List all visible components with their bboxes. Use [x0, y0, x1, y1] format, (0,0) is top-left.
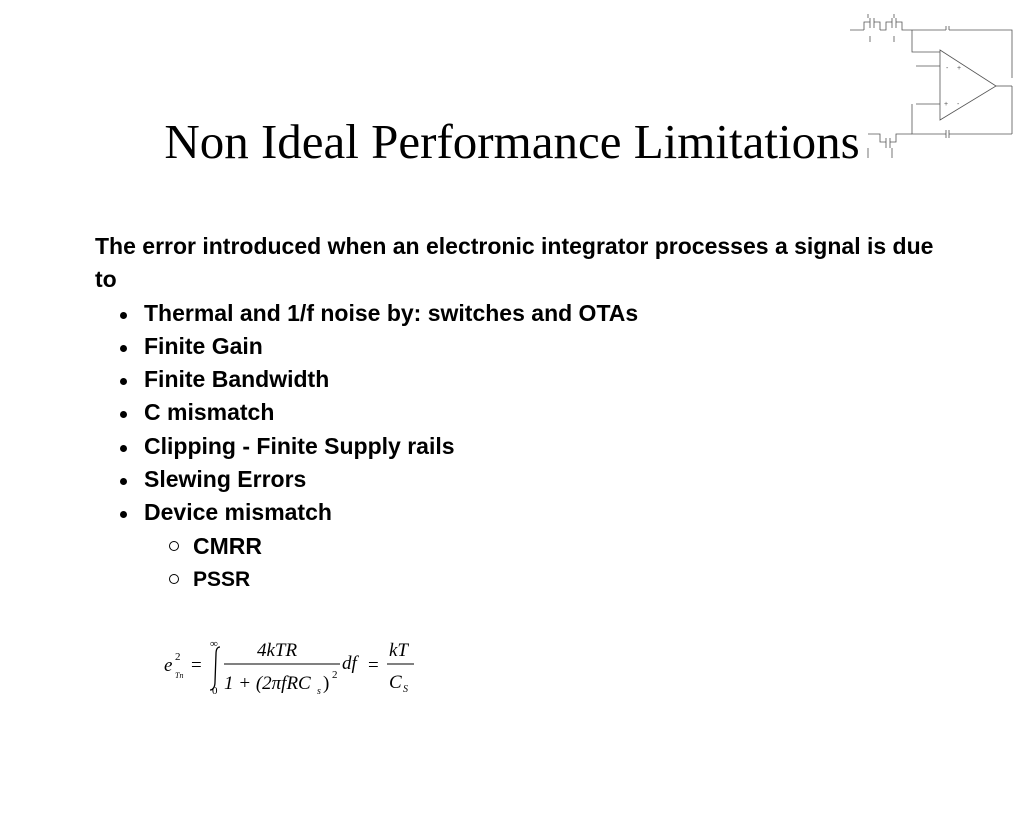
eq-denominator-a: 1 + (2πfRC	[224, 673, 311, 694]
eq-denominator-exp: 2	[332, 669, 338, 681]
bullet-dot-icon	[120, 411, 127, 418]
bullet-list	[95, 297, 955, 530]
eq-upper-limit: ∞	[210, 638, 218, 650]
eq-denominator-sub: s	[317, 686, 321, 697]
intro-text: The error introduced when an electronic integrator processes a signal is due to	[95, 233, 934, 293]
list-item	[95, 396, 955, 429]
eq-denominator-b: )	[323, 673, 330, 694]
sub-list-item	[95, 563, 955, 596]
sub-list-item	[95, 530, 955, 563]
svg-text:+: +	[944, 101, 949, 108]
eq-differential: df	[342, 653, 357, 674]
eq-result-num: kT	[389, 640, 408, 661]
svg-text:+: +	[957, 65, 962, 72]
bullet-text: Thermal and 1/f noise by: switches and OTAs	[144, 299, 639, 326]
eq-lhs-var: e	[164, 655, 173, 676]
bullet-text: Finite Bandwidth	[144, 366, 330, 393]
sub-bullet-list	[95, 530, 955, 597]
hollow-circle-icon	[169, 541, 179, 551]
list-item	[95, 330, 955, 363]
hollow-circle-icon	[169, 574, 179, 584]
bullet-dot-icon	[120, 511, 127, 518]
integral-sign-icon	[210, 647, 220, 690]
eq-lower-limit: 0	[212, 685, 218, 697]
slide-body	[95, 230, 955, 596]
list-item	[95, 297, 955, 330]
list-item	[95, 363, 955, 396]
eq-equals-2: =	[368, 655, 379, 676]
slide-title: Non Ideal Performance Limitations	[164, 114, 860, 169]
bullet-text: Device mismatch	[144, 499, 332, 526]
bullet-text: Clipping - Finite Supply rails	[144, 432, 455, 459]
sub-bullet-text: CMRR	[193, 532, 262, 559]
eq-result-den: C	[389, 672, 402, 693]
eq-numerator: 4kTR	[257, 640, 298, 661]
svg-text:-: -	[957, 101, 960, 108]
bullet-dot-icon	[120, 445, 127, 452]
eq-result-den-sub: S	[403, 684, 408, 695]
bullet-text: Slewing Errors	[144, 466, 307, 493]
sub-bullet-text: PSSR	[193, 567, 251, 591]
switched-capacitor-integrator-icon	[846, 8, 1018, 166]
svg-text:-: -	[946, 65, 949, 72]
bullet-dot-icon	[120, 312, 127, 319]
list-item	[95, 463, 955, 496]
bullet-text: C mismatch	[144, 399, 275, 426]
bullet-dot-icon	[120, 478, 127, 485]
eq-lhs-exp: 2	[175, 651, 181, 663]
eq-equals-1: =	[191, 655, 202, 676]
noise-equation	[160, 632, 430, 704]
bullet-text: Finite Gain	[144, 332, 263, 359]
bullet-dot-icon	[120, 378, 127, 385]
list-item	[95, 430, 955, 463]
eq-lhs-sub: Tn	[175, 671, 184, 680]
list-item	[95, 496, 955, 529]
bullet-dot-icon	[120, 345, 127, 352]
